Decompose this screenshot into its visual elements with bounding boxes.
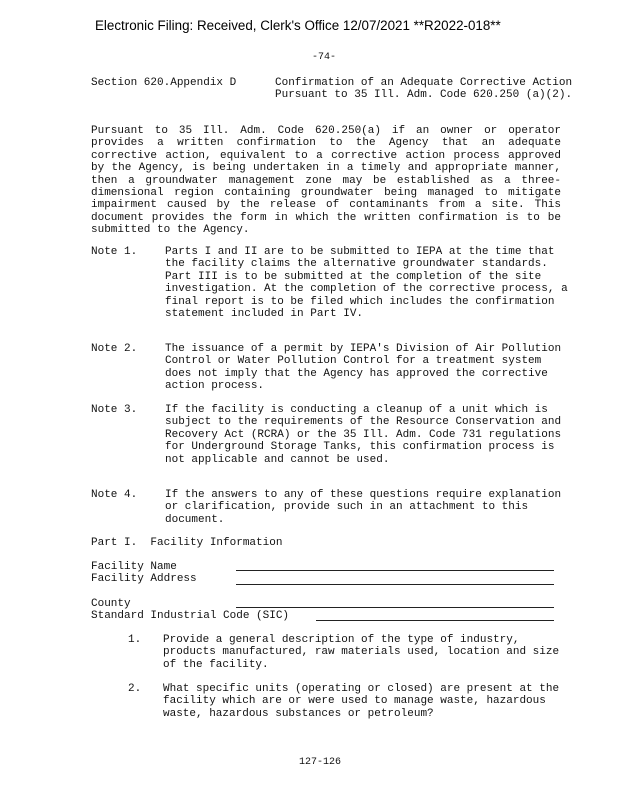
question-number: 1.: [128, 634, 142, 646]
county-line[interactable]: [236, 607, 554, 608]
facility-name-label: Facility Name: [91, 561, 177, 573]
county-label: County: [91, 598, 131, 610]
question-text: Provide a general description of the type of industry, products manufactured, raw materials used, location and size of the facility.: [163, 634, 560, 671]
question-number: 2.: [128, 683, 142, 695]
part-1-heading: Part I. Facility Information: [91, 537, 283, 549]
page-footer: 127-126: [299, 757, 342, 768]
note-label: Note 4.: [91, 489, 138, 501]
intro-paragraph: Pursuant to 35 Ill. Adm. Code 620.250(a) if an owner or operator provides a written confirmation to the Agency that an adequate corrective action, equivalent to a corrective action process approved by the Agency, is being undertaken in a timely and appropriate manner, then a groundwater management zone may be established as a three-dimensional region containing groundwater being managed to mitigate impairment caused by the release of contaminants from a site. This document provides the form in which the written confirmation is to be submitted to the Agency.: [91, 125, 561, 237]
facility-address-label: Facility Address: [91, 573, 197, 585]
note-text: If the facility is conducting a cleanup of a unit which is subject to the requirements of the Resource Conservation and Recovery Act (RCRA) or the 35 Ill. Adm. Code 731 regulations for Underground Storage Tanks, this confirmation process is not applicable and cannot be used.: [165, 404, 562, 466]
question-text: What specific units (operating or closed) are present at the facility which are or were used to manage waste, hazardous waste, hazardous substances or petroleum?: [163, 683, 560, 720]
note-text: If the answers to any of these questions require explanation or clarification, provide such in an attachment to this document.: [165, 489, 562, 526]
note-label: Note 3.: [91, 404, 138, 416]
page-number: -74-: [312, 52, 337, 63]
sic-label: Standard Industrial Code (SIC): [91, 610, 290, 622]
facility-address-line[interactable]: [236, 584, 554, 585]
note-label: Note 1.: [91, 246, 138, 258]
section-title: Confirmation of an Adequate Corrective Action Pursuant to 35 Ill. Adm. Code 620.250 (a)(2).: [275, 77, 573, 102]
facility-name-line[interactable]: [236, 570, 554, 571]
sic-line[interactable]: [316, 620, 554, 621]
note-text: The issuance of a permit by IEPA's Division of Air Pollution Control or Water Pollution Control for a treatment system does not imply that the Agency has approved the corrective action process.: [165, 343, 562, 393]
filing-banner: Electronic Filing: Received, Clerk's Office 12/07/2021 **R2022-018**: [95, 18, 501, 33]
note-label: Note 2.: [91, 343, 138, 355]
note-text: Parts I and II are to be submitted to IEPA at the time that the facility claims the alternative groundwater standards. Part III is to be submitted at the completion of the site investigation. At the completion of the corrective process, a final report is to be filed which includes the confirmation statement included in Part IV.: [165, 246, 568, 321]
section-label: Section 620.Appendix D: [91, 77, 237, 89]
